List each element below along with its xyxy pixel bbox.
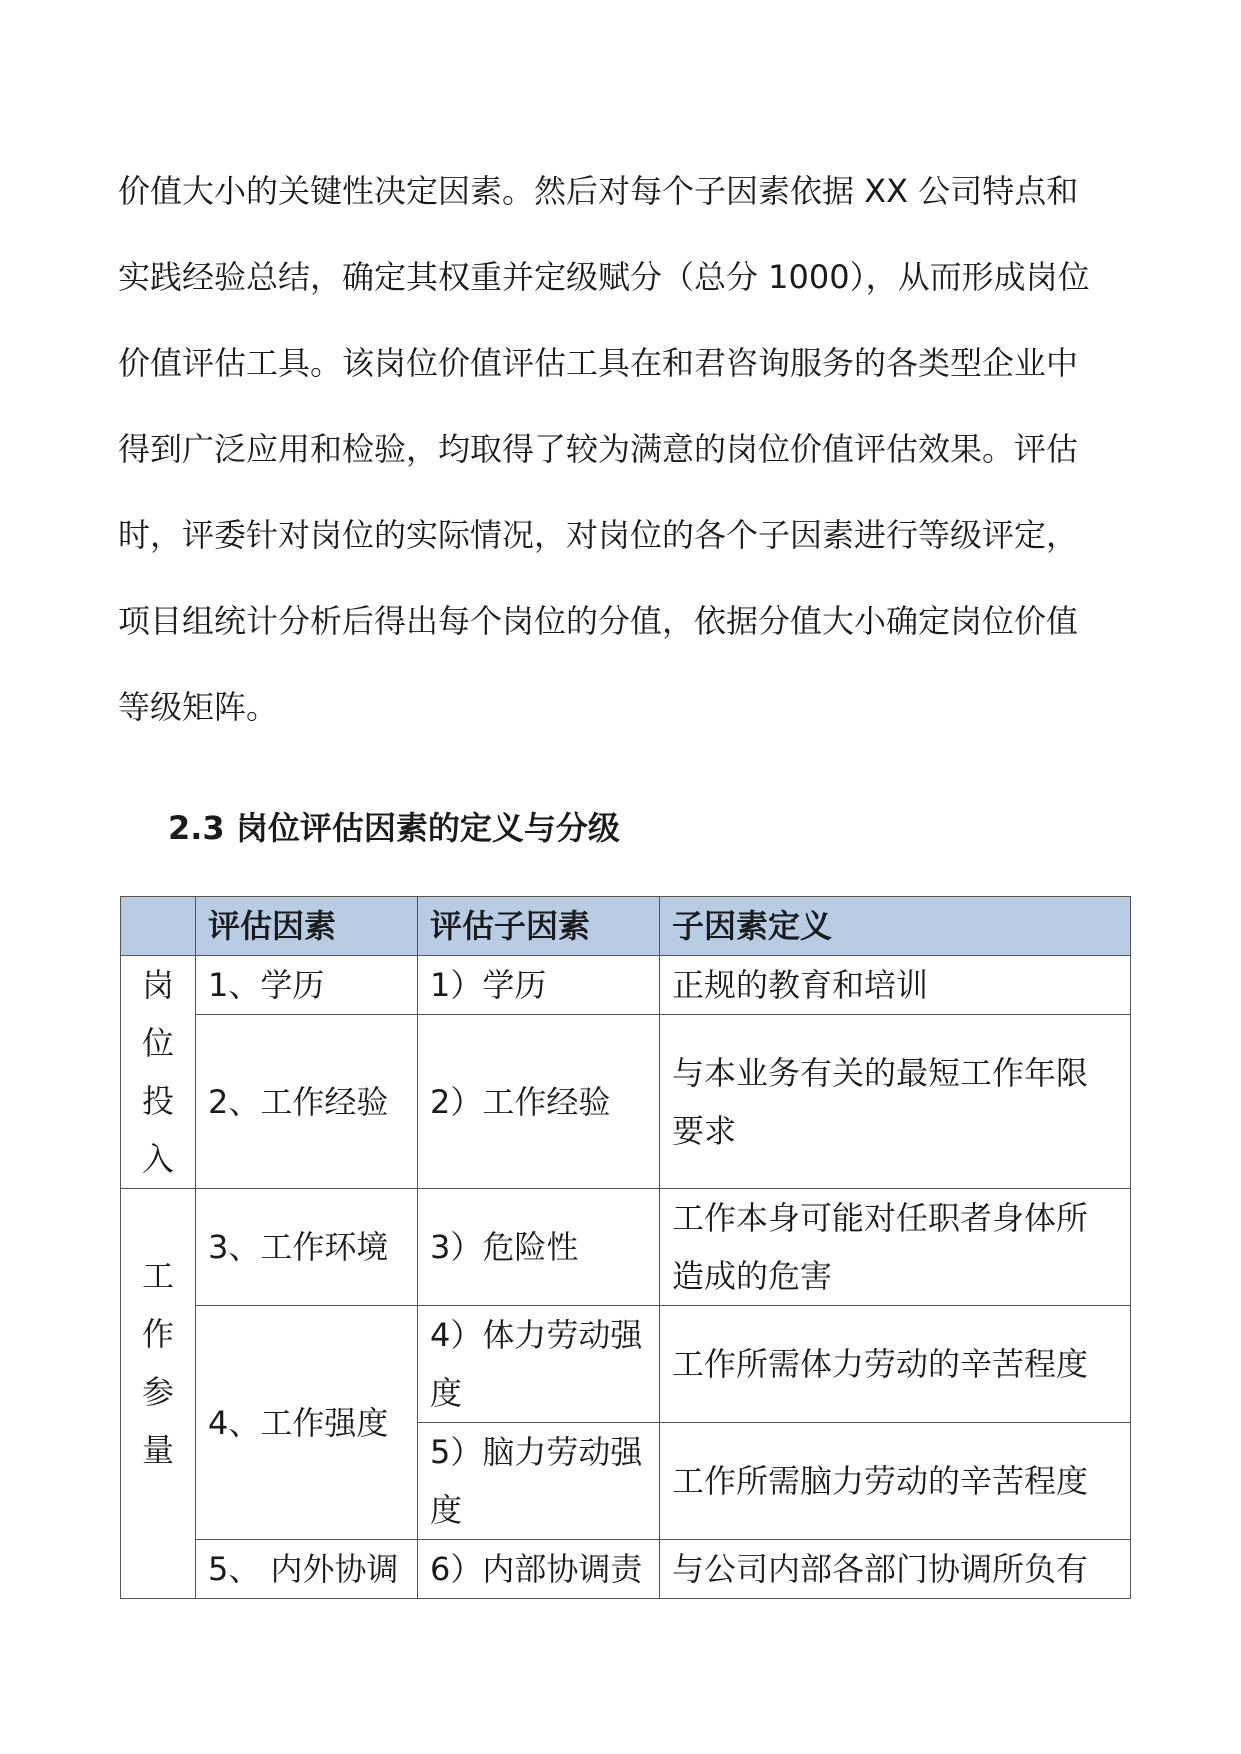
- sub-factor-cell: 6）内部协调责: [418, 1540, 660, 1599]
- table-header-row: [121, 897, 1131, 956]
- definition-cell: 工作所需脑力劳动的辛苦程度: [660, 1423, 1131, 1540]
- table-row: [121, 956, 1131, 1015]
- factor-cell: 4、工作强度: [196, 1306, 418, 1540]
- factor-cell: 5、 内外协调: [196, 1540, 418, 1599]
- section-heading: 2.3 岗位评估因素的定义与分级: [168, 809, 620, 847]
- group-label-char: 入: [141, 1140, 174, 1178]
- sub-factor-cell: 5）脑力劳动强度: [418, 1423, 660, 1540]
- definition-cell: 正规的教育和培训: [660, 956, 1131, 1015]
- body-paragraph: [118, 148, 1128, 750]
- paragraph-line: 价值大小的关键性决定因素。然后对每个子因素依据 XX 公司特点和: [118, 172, 1079, 210]
- sub-factor-cell: 1）学历: [418, 956, 660, 1015]
- group-label-char: 投: [141, 1082, 174, 1120]
- paragraph-line: 价值评估工具。该岗位价值评估工具在和君咨询服务的各类型企业中: [118, 344, 1079, 382]
- paragraph-line: 等级矩阵。: [118, 688, 279, 726]
- header-cell-sub-factor: 评估子因素: [418, 897, 660, 956]
- table-row: [121, 1306, 1131, 1423]
- table-row: [121, 1540, 1131, 1599]
- header-cell-empty: [121, 897, 196, 956]
- paragraph-line: 项目组统计分析后得出每个岗位的分值，依据分值大小确定岗位价值: [118, 602, 1079, 640]
- group-label-char: 岗: [141, 966, 174, 1004]
- group-label-work-load: [121, 1189, 196, 1599]
- sub-factor-cell: 4）体力劳动强度: [418, 1306, 660, 1423]
- definition-cell: 工作本身可能对任职者身体所造成的危害: [660, 1189, 1131, 1306]
- factor-cell: 1、学历: [196, 956, 418, 1015]
- paragraph-line: 实践经验总结，确定其权重并定级赋分（总分 1000），从而形成岗位: [118, 258, 1090, 296]
- header-cell-factor: 评估因素: [196, 897, 418, 956]
- group-label-char: 作: [141, 1315, 174, 1353]
- table-row: [121, 1015, 1131, 1189]
- group-label-char: 参: [141, 1373, 174, 1411]
- header-cell-definition: 子因素定义: [660, 897, 1131, 956]
- sub-factor-cell: 2）工作经验: [418, 1015, 660, 1189]
- factor-cell: 3、工作环境: [196, 1189, 418, 1306]
- table-row: [121, 1189, 1131, 1306]
- definition-cell: 与本业务有关的最短工作年限要求: [660, 1015, 1131, 1189]
- group-label-char: 量: [141, 1431, 174, 1469]
- paragraph-line: 得到广泛应用和检验，均取得了较为满意的岗位价值评估效果。评估: [118, 430, 1079, 468]
- definition-cell: 与公司内部各部门协调所负有: [660, 1540, 1131, 1599]
- definition-cell: 工作所需体力劳动的辛苦程度: [660, 1306, 1131, 1423]
- group-label-char: 工: [141, 1257, 174, 1295]
- paragraph-line: 时，评委针对岗位的实际情况，对岗位的各个子因素进行等级评定，: [118, 516, 1079, 554]
- factor-cell: 2、工作经验: [196, 1015, 418, 1189]
- evaluation-factor-table: [120, 896, 1131, 1599]
- group-label-char: 位: [141, 1024, 174, 1062]
- group-label-position-input: [121, 956, 196, 1189]
- sub-factor-cell: 3）危险性: [418, 1189, 660, 1306]
